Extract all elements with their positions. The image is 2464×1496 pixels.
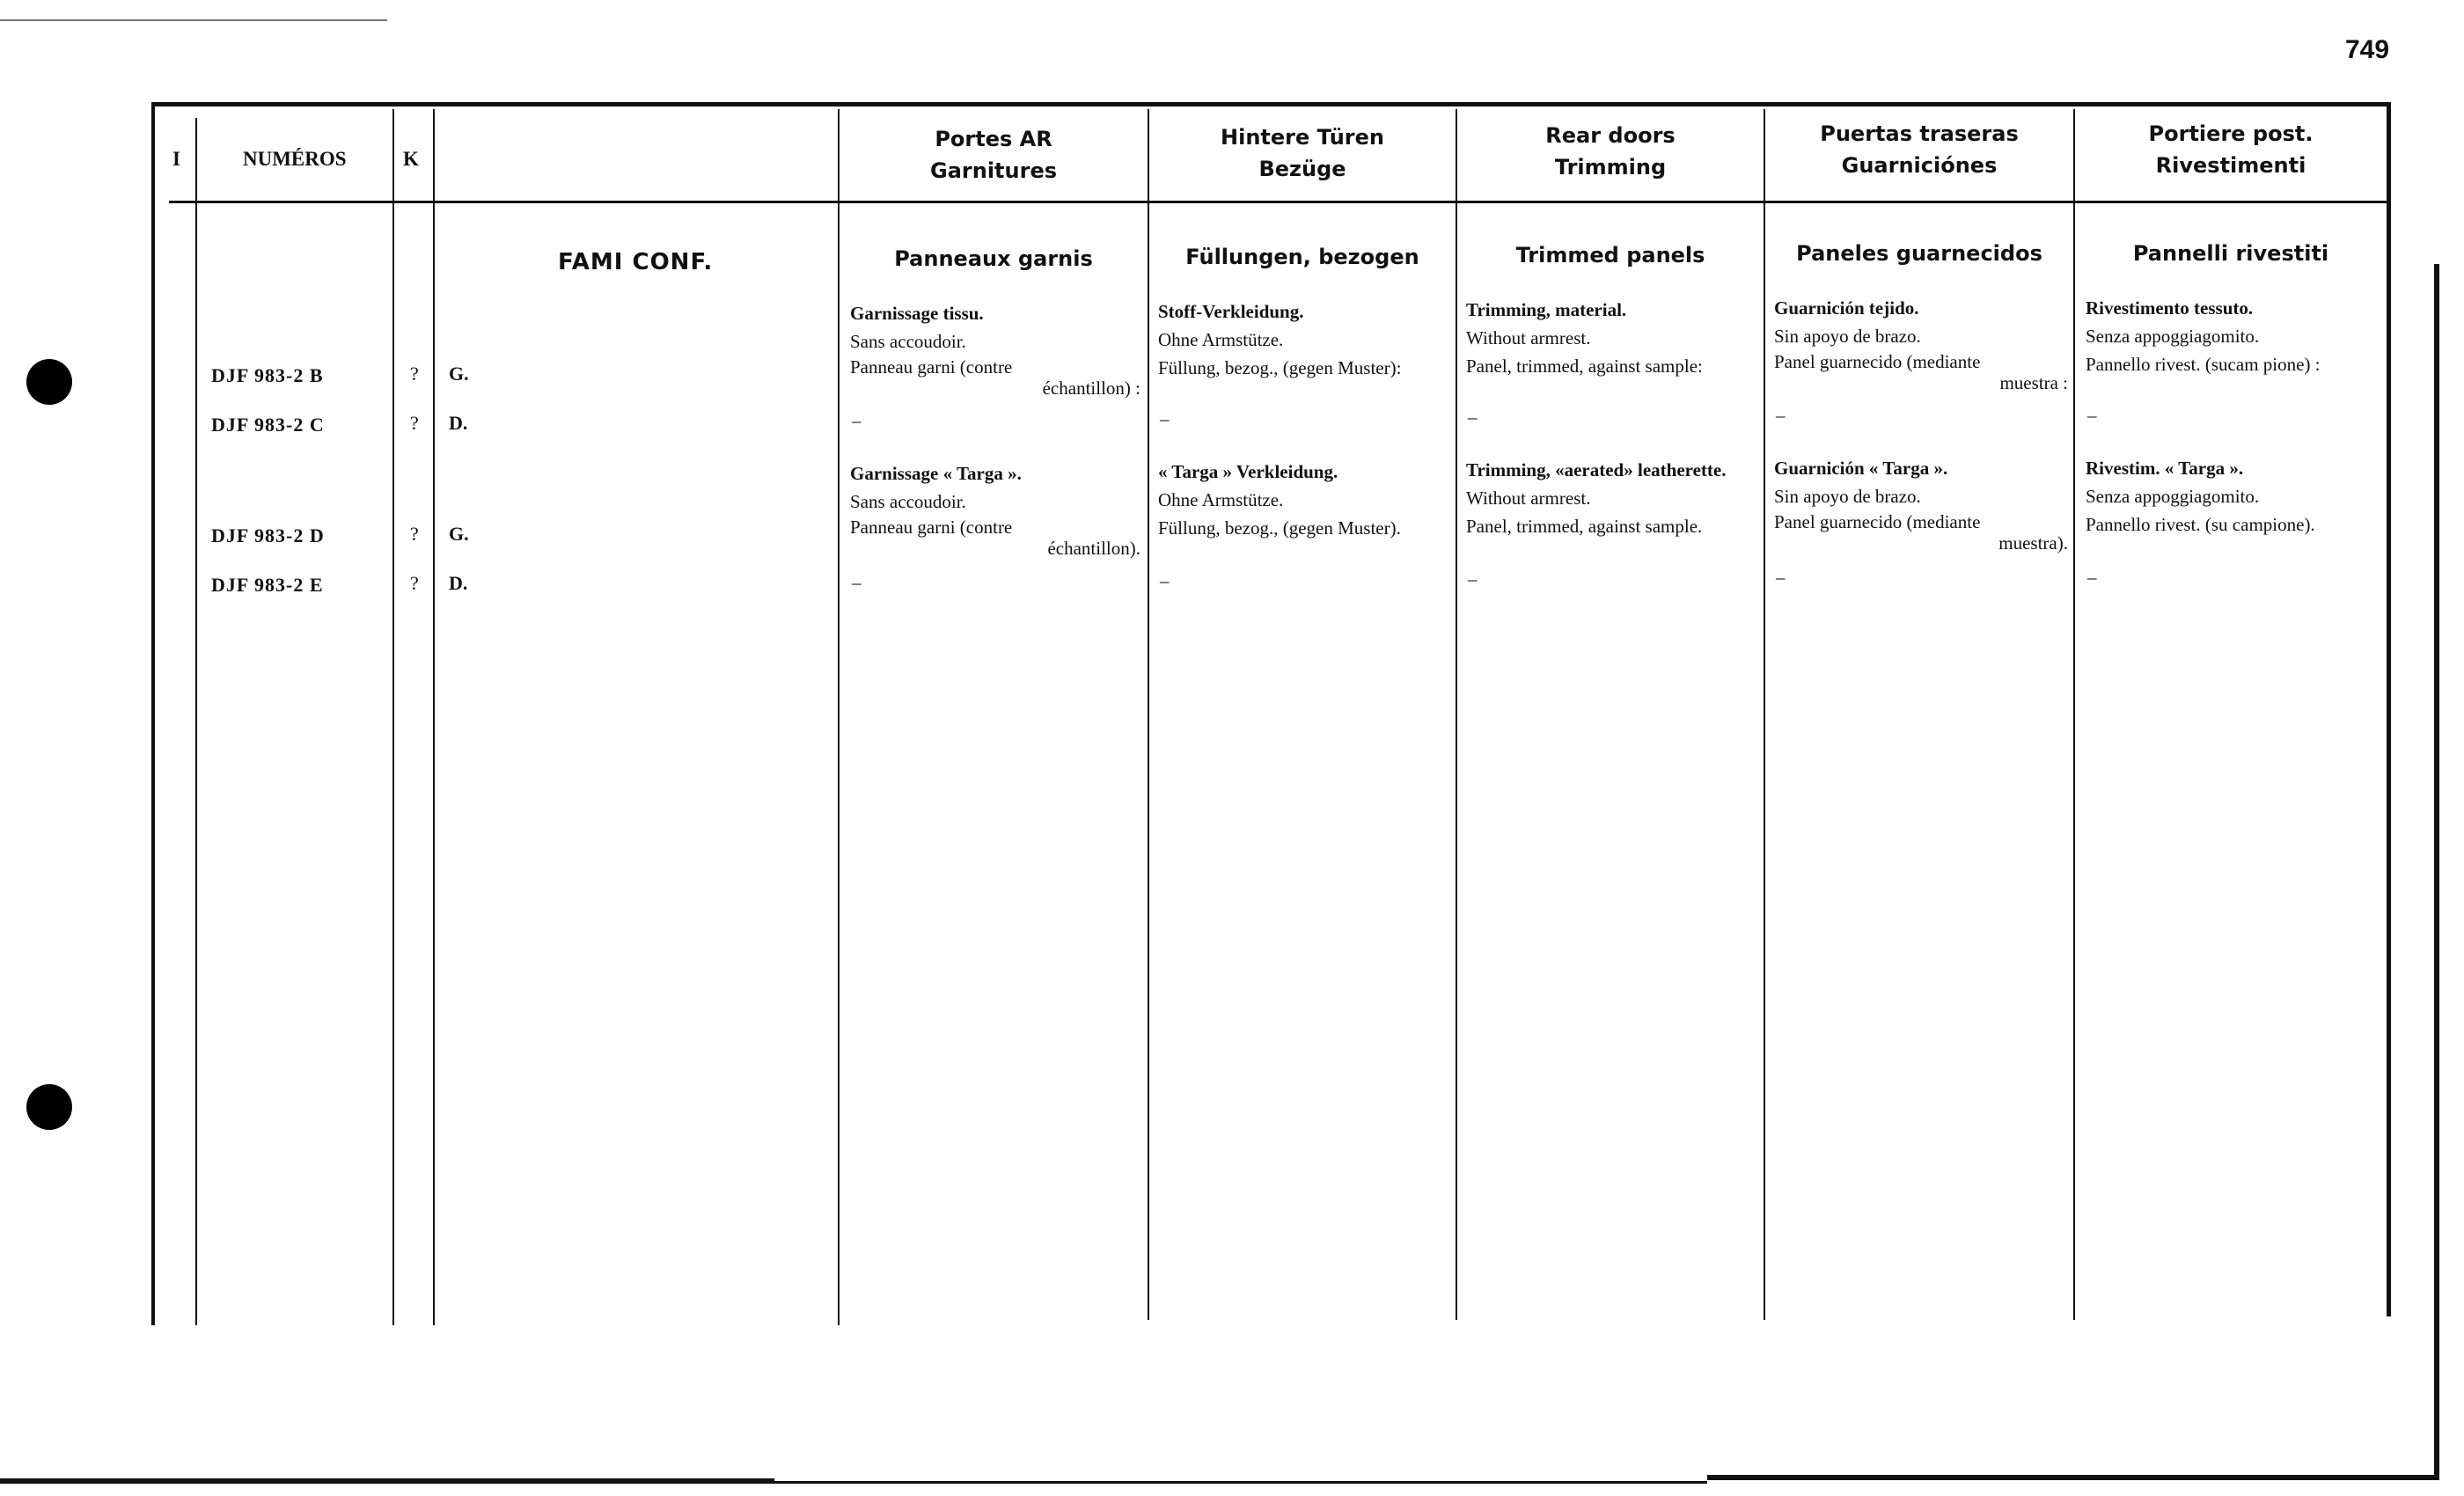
header-lang-en-line2: Trimming	[1554, 155, 1667, 180]
header-lang-es-line2: Guarniciónes	[1841, 153, 1998, 178]
desc-line: Senza appoggiagomito.	[2086, 326, 2260, 347]
desc-title: Guarnición « Targa ».	[1774, 458, 1948, 479]
header-lang-de-line2: Bezüge	[1258, 157, 1346, 181]
desc-title: « Targa » Verkleidung.	[1158, 461, 1338, 482]
side-code: D.	[449, 412, 468, 434]
desc-group2-es	[1774, 454, 2068, 553]
desc-line: Panneau garni (contre	[850, 356, 1013, 378]
desc-group2-de	[1158, 458, 1457, 542]
desc-title: Trimming, «aerated» leatherette.	[1466, 459, 1727, 480]
desc-line: Pannello rivest. (su campione).	[2086, 514, 2315, 535]
table-left-border	[151, 102, 155, 1325]
desc-title: Trimming, material.	[1466, 299, 1627, 320]
k-value: ?	[410, 412, 419, 434]
table-right-border	[2387, 102, 2391, 1316]
dash-it: –	[2087, 405, 2097, 426]
binder-hole-top	[26, 359, 72, 405]
header-lang-en	[1457, 120, 1764, 183]
top-left-rule	[0, 19, 387, 21]
col-line-8	[2073, 109, 2075, 1320]
header-lang-fr	[840, 123, 1148, 187]
dash-en: –	[1468, 568, 1478, 590]
section-title-fr: Panneaux garnis	[894, 246, 1093, 271]
desc-line: Sin apoyo de brazo.	[1774, 326, 1921, 347]
family-label: FAMI CONF.	[558, 249, 714, 275]
desc-line: Sans accoudoir.	[850, 331, 966, 352]
dash-de: –	[1160, 570, 1170, 591]
desc-line: Panneau garni (contre	[850, 517, 1013, 538]
dash-en: –	[1468, 407, 1478, 428]
desc-title: Guarnición tejido.	[1774, 297, 1919, 319]
desc-line: Panel, trimmed, against sample:	[1466, 356, 1703, 377]
header-col-i: I	[172, 148, 180, 170]
desc-line: muestra).	[1998, 532, 2068, 554]
desc-line: Without armrest.	[1466, 488, 1591, 509]
table-top-border	[151, 102, 2390, 106]
desc-line: Senza appoggiagomito.	[2086, 486, 2260, 507]
header-lang-en-line1: Rear doors	[1545, 123, 1676, 148]
desc-group2-fr	[850, 459, 1140, 558]
desc-line: Sin apoyo de brazo.	[1774, 486, 1921, 507]
desc-group1-de	[1158, 297, 1457, 382]
col-line-6	[1456, 109, 1457, 1320]
desc-line: Füllung, bezog., (gegen Muster).	[1158, 517, 1401, 539]
dash-es: –	[1776, 405, 1786, 426]
dash-fr: –	[852, 572, 862, 593]
desc-line: échantillon) :	[1042, 378, 1140, 399]
page-bottom-rule-mid	[774, 1481, 1707, 1484]
desc-line: Ohne Armstütze.	[1158, 329, 1284, 350]
desc-line: Without armrest.	[1466, 327, 1591, 348]
dash-fr: –	[852, 410, 862, 431]
section-title-de: Füllungen, bezogen	[1185, 245, 1419, 269]
section-title-it: Pannelli rivestiti	[2132, 241, 2329, 266]
header-lang-fr-line2: Garnitures	[930, 158, 1057, 183]
desc-group2-en	[1466, 456, 1765, 540]
desc-title: Garnissage tissu.	[850, 303, 984, 324]
header-bottom-rule	[169, 201, 2387, 203]
part-number: DJF 983-2 B	[211, 364, 324, 386]
header-col-numeros: NUMÉROS	[243, 148, 347, 170]
col-line-4	[838, 109, 840, 1325]
desc-title: Garnissage « Targa ».	[850, 463, 1022, 484]
desc-line: Sans accoudoir.	[850, 491, 966, 512]
dash-de: –	[1160, 408, 1170, 429]
page-bottom-rule-left	[0, 1478, 774, 1484]
dash-es: –	[1776, 567, 1786, 588]
header-lang-fr-line1: Portes AR	[935, 127, 1052, 151]
k-value: ?	[410, 363, 419, 385]
side-code: D.	[449, 572, 468, 594]
header-col-k: K	[403, 148, 419, 170]
part-number: DJF 983-2 E	[211, 574, 324, 596]
header-lang-it	[2075, 118, 2387, 181]
header-lang-it-line2: Rivestimenti	[2155, 153, 2306, 178]
dash-it: –	[2087, 567, 2097, 588]
desc-line: échantillon).	[1047, 538, 1140, 559]
part-number: DJF 983-2 D	[211, 524, 325, 546]
desc-line: Panel, trimmed, against sample.	[1466, 516, 1703, 537]
col-line-2	[392, 109, 394, 1325]
header-lang-de-line1: Hintere Türen	[1221, 125, 1384, 150]
header-lang-de	[1149, 121, 1456, 185]
desc-group1-fr	[850, 299, 1140, 398]
part-number: DJF 983-2 C	[211, 414, 325, 436]
desc-line: Füllung, bezog., (gegen Muster):	[1158, 357, 1402, 378]
binder-hole-bottom	[26, 1084, 72, 1130]
col-line-5	[1148, 109, 1149, 1320]
desc-group2-it	[2086, 454, 2385, 539]
side-code: G.	[449, 363, 469, 385]
desc-title: Rivestimento tessuto.	[2086, 297, 2254, 319]
col-line-1	[195, 118, 197, 1325]
k-value: ?	[410, 523, 419, 545]
side-code: G.	[449, 523, 469, 545]
col-line-3	[433, 109, 435, 1325]
desc-line: muestra :	[1999, 372, 2068, 393]
section-title-es: Paneles guarnecidos	[1796, 241, 2042, 266]
page-right-border	[2434, 264, 2439, 1480]
desc-line: Ohne Armstütze.	[1158, 489, 1284, 510]
desc-group1-es	[1774, 294, 2068, 392]
desc-line: Pannello rivest. (sucam pione) :	[2086, 354, 2321, 375]
desc-title: Stoff-Verkleidung.	[1158, 301, 1304, 322]
page-bottom-rule-right	[1707, 1475, 2438, 1480]
section-title-en: Trimmed panels	[1515, 243, 1705, 268]
desc-title: Rivestim. « Targa ».	[2086, 458, 2244, 479]
desc-group1-en	[1466, 296, 1765, 380]
desc-line: Panel guarnecido (mediante	[1774, 511, 1981, 532]
header-lang-es	[1765, 118, 2073, 181]
page-number: 749	[2345, 35, 2390, 64]
desc-group1-it	[2086, 294, 2385, 378]
desc-line: Panel guarnecido (mediante	[1774, 351, 1981, 372]
k-value: ?	[410, 572, 419, 594]
col-line-7	[1764, 109, 1765, 1320]
header-lang-es-line1: Puertas traseras	[1820, 121, 2019, 146]
header-lang-it-line1: Portiere post.	[2148, 121, 2314, 146]
